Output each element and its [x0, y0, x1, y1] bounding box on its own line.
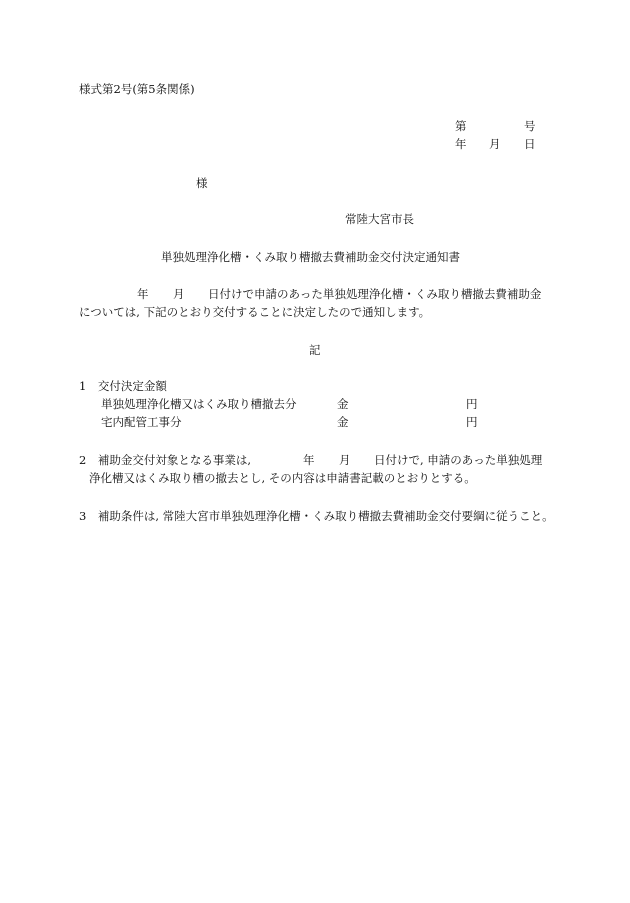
form-number: 様式第2号(第5条関係)	[79, 82, 195, 96]
amount-row-label: 単独処理浄化槽又はくみ取り槽撤去分	[101, 397, 297, 411]
item2-prefix: 2 補助金交付対象となる事業は,	[79, 453, 251, 467]
doc-number-prefix: 第	[455, 119, 467, 133]
doc-number-suffix: 号	[524, 119, 536, 133]
ki-marker: 記	[309, 343, 321, 357]
item3-text: 3 補助条件は, 常陸大宮市単独処理浄化槽・くみ取り槽撤去費補助金交付要綱に従うこと。	[79, 509, 554, 523]
amount-row-kin: 金	[337, 397, 349, 411]
intro-line1: 日付けで申請のあった単独処理浄化槽・くみ取り槽撤去費補助金	[208, 287, 542, 301]
item2-rest: 日付けで, 申請のあった単独処理	[374, 453, 543, 467]
date-day: 日	[524, 137, 536, 151]
amount-row-yen: 円	[466, 415, 478, 429]
document-title: 単独処理浄化槽・くみ取り槽撤去費補助金交付決定通知書	[161, 250, 460, 264]
amount-row-kin: 金	[337, 415, 349, 429]
intro-year: 年	[137, 287, 149, 301]
item2-line2: 浄化槽又はくみ取り槽の撤去とし, その内容は申請書記載のとおりとする。	[89, 471, 476, 485]
amount-row	[0, 399, 630, 413]
date-month: 月	[489, 137, 501, 151]
amount-row	[0, 417, 630, 431]
addressee-suffix: 様	[196, 176, 208, 190]
item1-heading: 1 交付決定金額	[79, 379, 167, 393]
intro-line2: については, 下記のとおり交付することに決定したので通知します。	[79, 305, 431, 319]
date-year: 年	[455, 137, 467, 151]
amount-row-label: 宅内配管工事分	[101, 415, 182, 429]
issuer-name: 常陸大宮市長	[345, 212, 414, 226]
intro-month: 月	[173, 287, 185, 301]
item2-month: 月	[339, 453, 351, 467]
item2-year: 年	[303, 453, 315, 467]
amount-row-yen: 円	[466, 397, 478, 411]
